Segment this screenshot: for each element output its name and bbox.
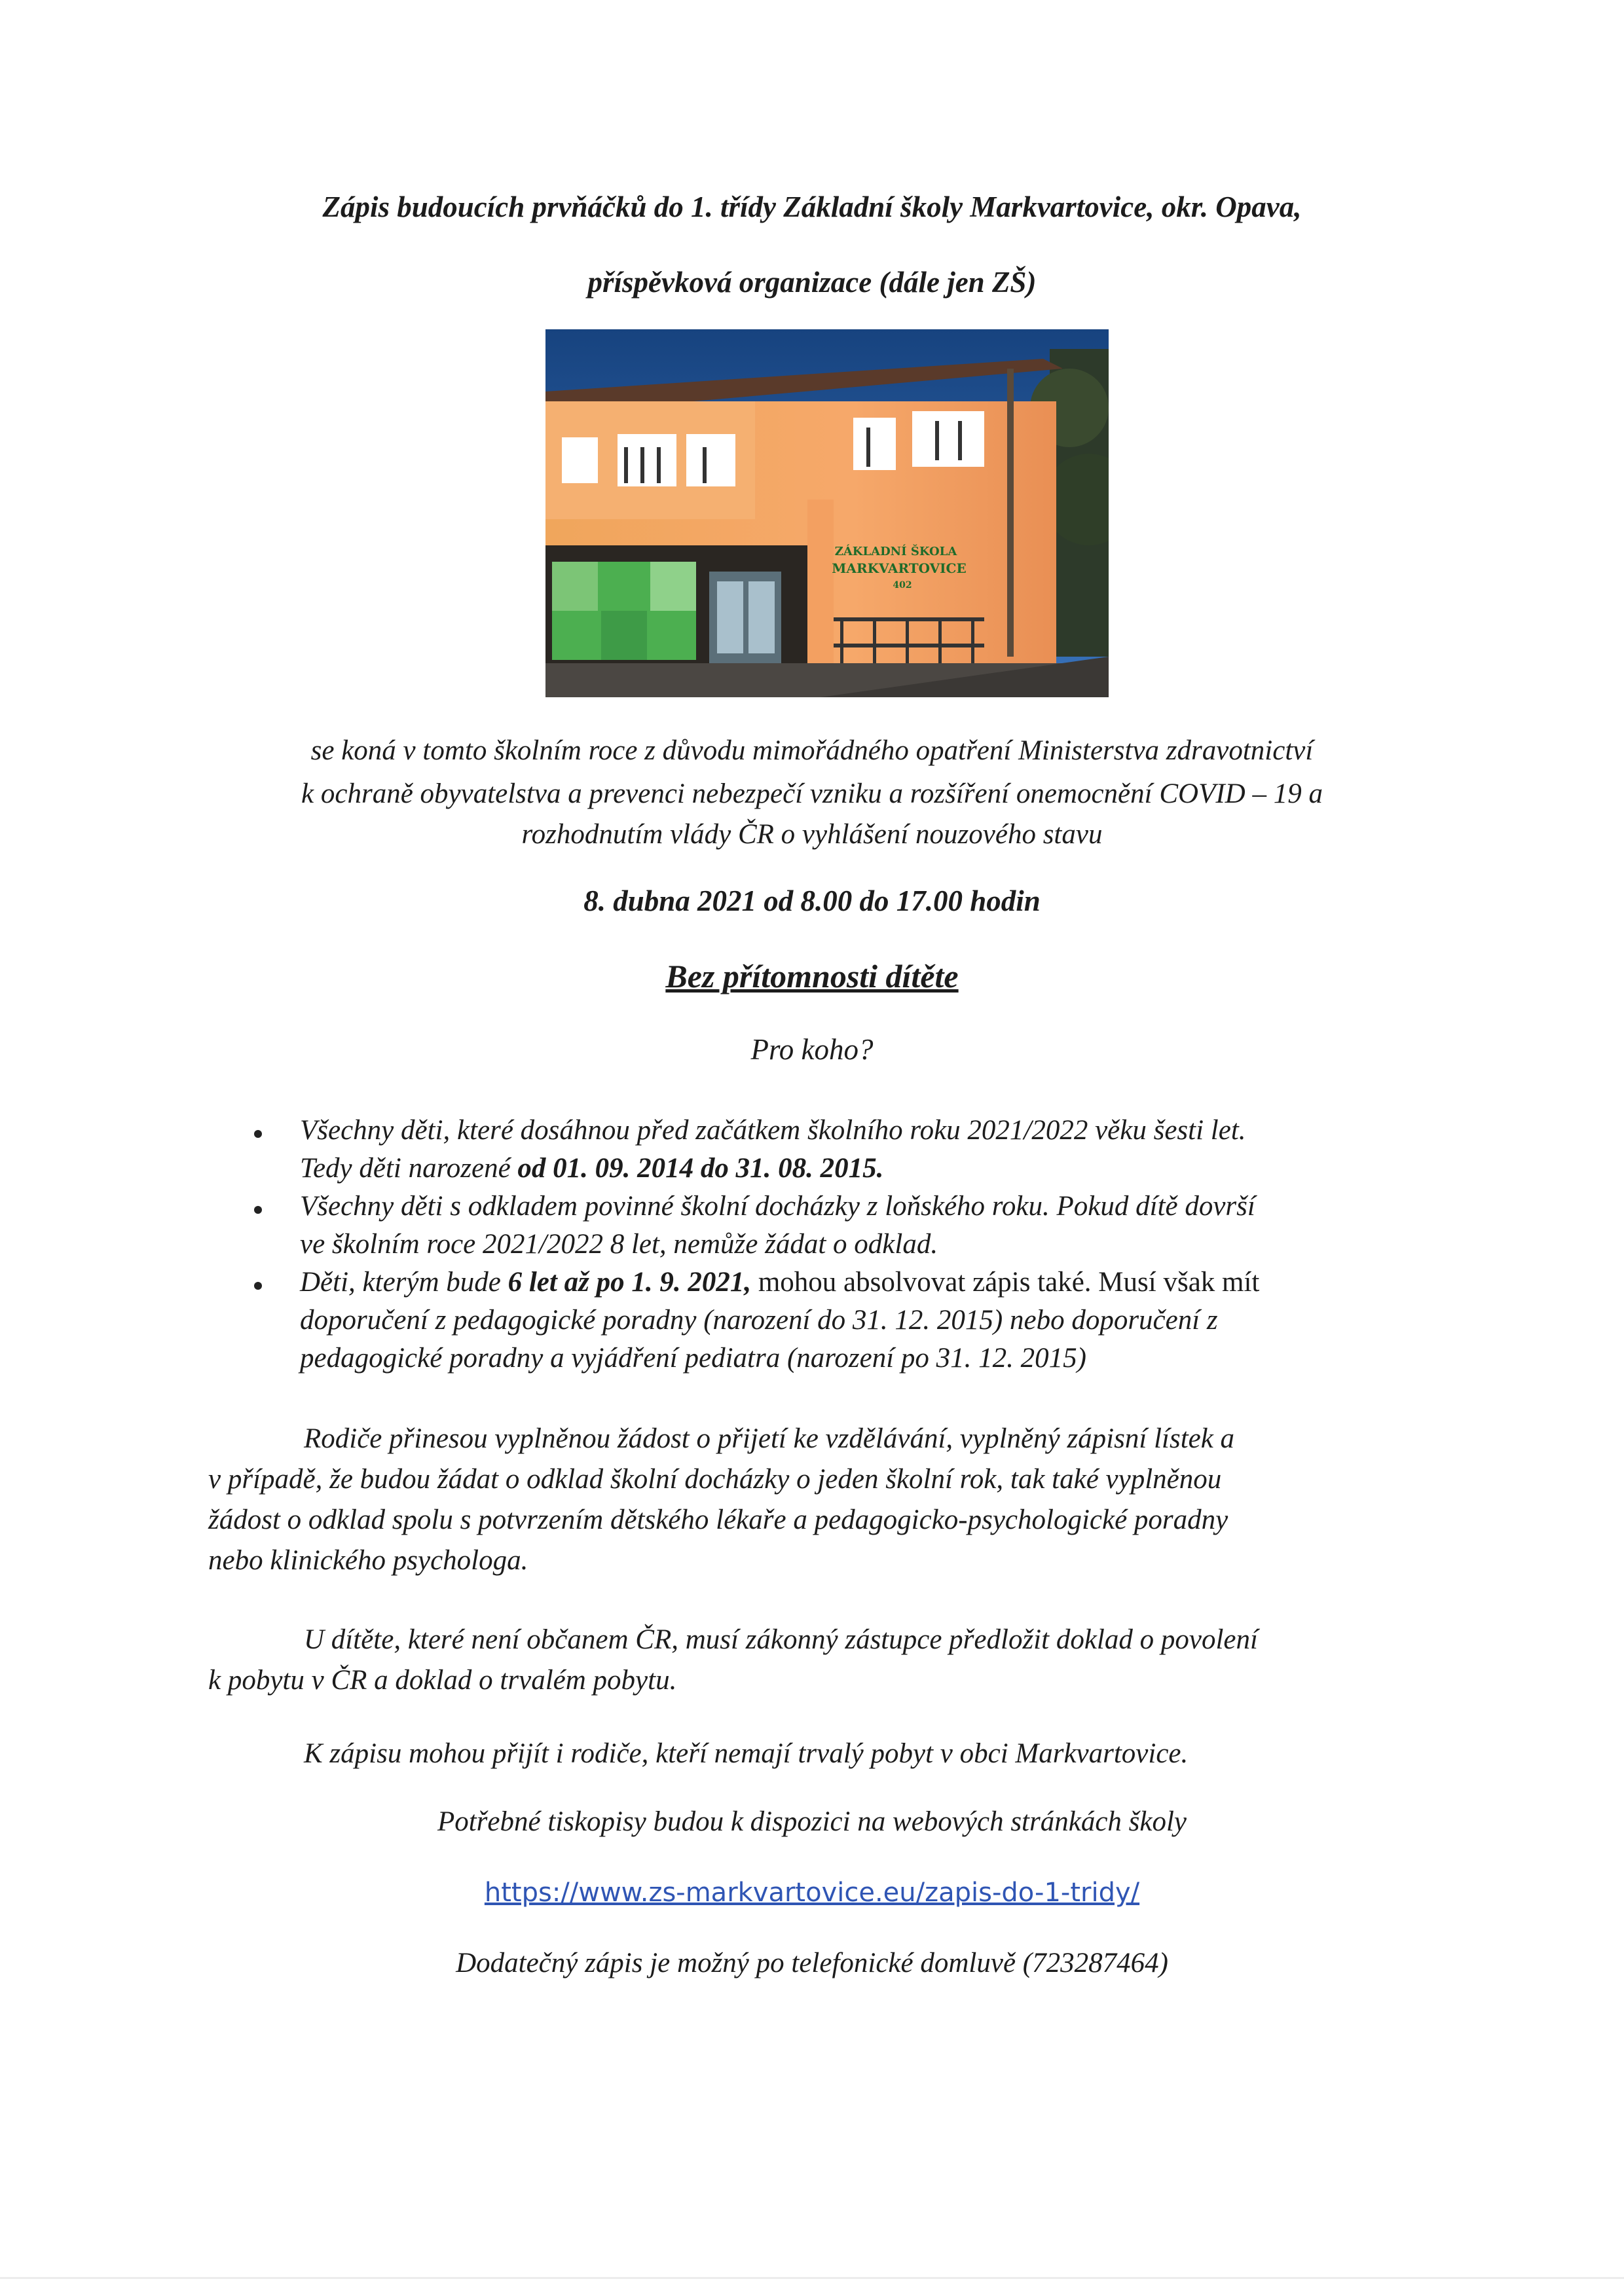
- building-sign-line2: MARKVARTOVICE: [832, 560, 967, 576]
- bullet3-age-bold: 6 let až po 1. 9. 2021,: [507, 1267, 752, 1298]
- bullet3-line2: doporučení z pedagogické poradny (narození do 31. 12. 2015) nebo doporučení z: [300, 1305, 1218, 1336]
- parents-paragraph: [208, 1419, 1452, 1581]
- bullet-icon: [254, 1130, 262, 1138]
- bullet-icon: [254, 1206, 262, 1214]
- url-wrap: [0, 1878, 1624, 1908]
- eligibility-list: [254, 1112, 1498, 1377]
- bullet2-line1: Všechny děti s odkladem povinné školní docházky z loňského roku. Pokud dítě dovrší: [300, 1191, 1255, 1222]
- list-item: [254, 1264, 1498, 1377]
- foreign-paragraph: [208, 1620, 1452, 1701]
- bullet3-text-post: mohou absolvovat zápis také. Musí však mít: [751, 1267, 1260, 1298]
- foreign-line2: k pobytu v ČR a doklad o trvalém pobytu.: [208, 1665, 677, 1696]
- document-title-line2: příspěvková organizace (dále jen ZŠ): [587, 266, 1037, 299]
- bullet-icon: [254, 1282, 262, 1290]
- bullet1-line2: [300, 1150, 1498, 1188]
- list-item: [254, 1112, 1498, 1188]
- bullet1-birth-range: od 01. 09. 2014 do 31. 08. 2015.: [517, 1153, 884, 1184]
- additional-enrollment-note: Dodatečný zápis je možný po telefonické domluvě (723287464): [456, 1948, 1168, 1978]
- no-child-heading-wrap: [0, 957, 1624, 995]
- bullet3-line3: pedagogické poradny a vyjádření pediatra (narození po 31. 12. 2015): [300, 1343, 1086, 1374]
- enrollment-url-link[interactable]: https://www.zs-markvartovice.eu/zapis-do-1-tridy/: [484, 1878, 1140, 1908]
- parents-line1: Rodiče přinesou vyplněnou žádost o přijetí ke vzdělávání, vyplněný zápisní lístek a: [304, 1423, 1235, 1454]
- scan-edge-divider: [0, 2277, 1624, 2279]
- list-item: [254, 1188, 1498, 1264]
- bullet3-text-pre: Děti, kterým bude: [300, 1267, 508, 1298]
- parents-line3: žádost o odklad spolu s potvrzením dětského lékaře a pedagogicko-psychologické poradny: [208, 1504, 1228, 1535]
- foreign-line1: U dítěte, které není občanem ČR, musí zákonný zástupce předložit doklad o povolení: [304, 1624, 1258, 1655]
- parents-line4: nebo klinického psychologa.: [208, 1545, 528, 1576]
- forms-note: Potřebné tiskopisy budou k dispozici na webových stránkách školy: [437, 1806, 1187, 1837]
- date-time-line: 8. dubna 2021 od 8.00 do 17.00 hodin: [583, 884, 1041, 917]
- for-whom-heading: Pro koho?: [750, 1033, 874, 1066]
- intro-line3: rozhodnutím vlády ČR o vyhlášení nouzového stavu: [521, 819, 1103, 850]
- building-sign-line1: ZÁKLADNÍ ŠKOLA: [834, 545, 957, 558]
- school-building-photo: [545, 329, 1109, 697]
- parents-line2: v případě, že budou žádat o odklad školní docházky o jeden školní rok, tak také vyplněnou: [208, 1464, 1222, 1495]
- non-resident-note: K zápisu mohou přijít i rodiče, kteří nemají trvalý pobyt v obci Markvartovice.: [304, 1738, 1189, 1769]
- bullet2-line2: ve školním roce 2021/2022 8 let, nemůže žádat o odklad.: [300, 1229, 938, 1260]
- intro-line2: k ochraně obyvatelstva a prevenci nebezpečí vzniku a rozšíření onemocnění COVID – 19 a: [301, 778, 1323, 809]
- bullet1-line1: Všechny děti, které dosáhnou před začátkem školního roku 2021/2022 věku šesti let.: [300, 1115, 1246, 1146]
- document-title-line1: Zápis budoucích prvňáčků do 1. třídy Základní školy Markvartovice, okr. Opava,: [322, 191, 1302, 223]
- building-sign-line3: 402: [893, 580, 912, 591]
- bullet1-line2-text: Tedy děti narozené: [300, 1153, 518, 1184]
- intro-line1: se koná v tomto školním roce z důvodu mimořádného opatření Ministerstva zdravotnictví: [310, 735, 1314, 766]
- bullet3-line1: [300, 1264, 1498, 1302]
- no-child-heading: Bez přítomnosti dítěte: [665, 958, 959, 994]
